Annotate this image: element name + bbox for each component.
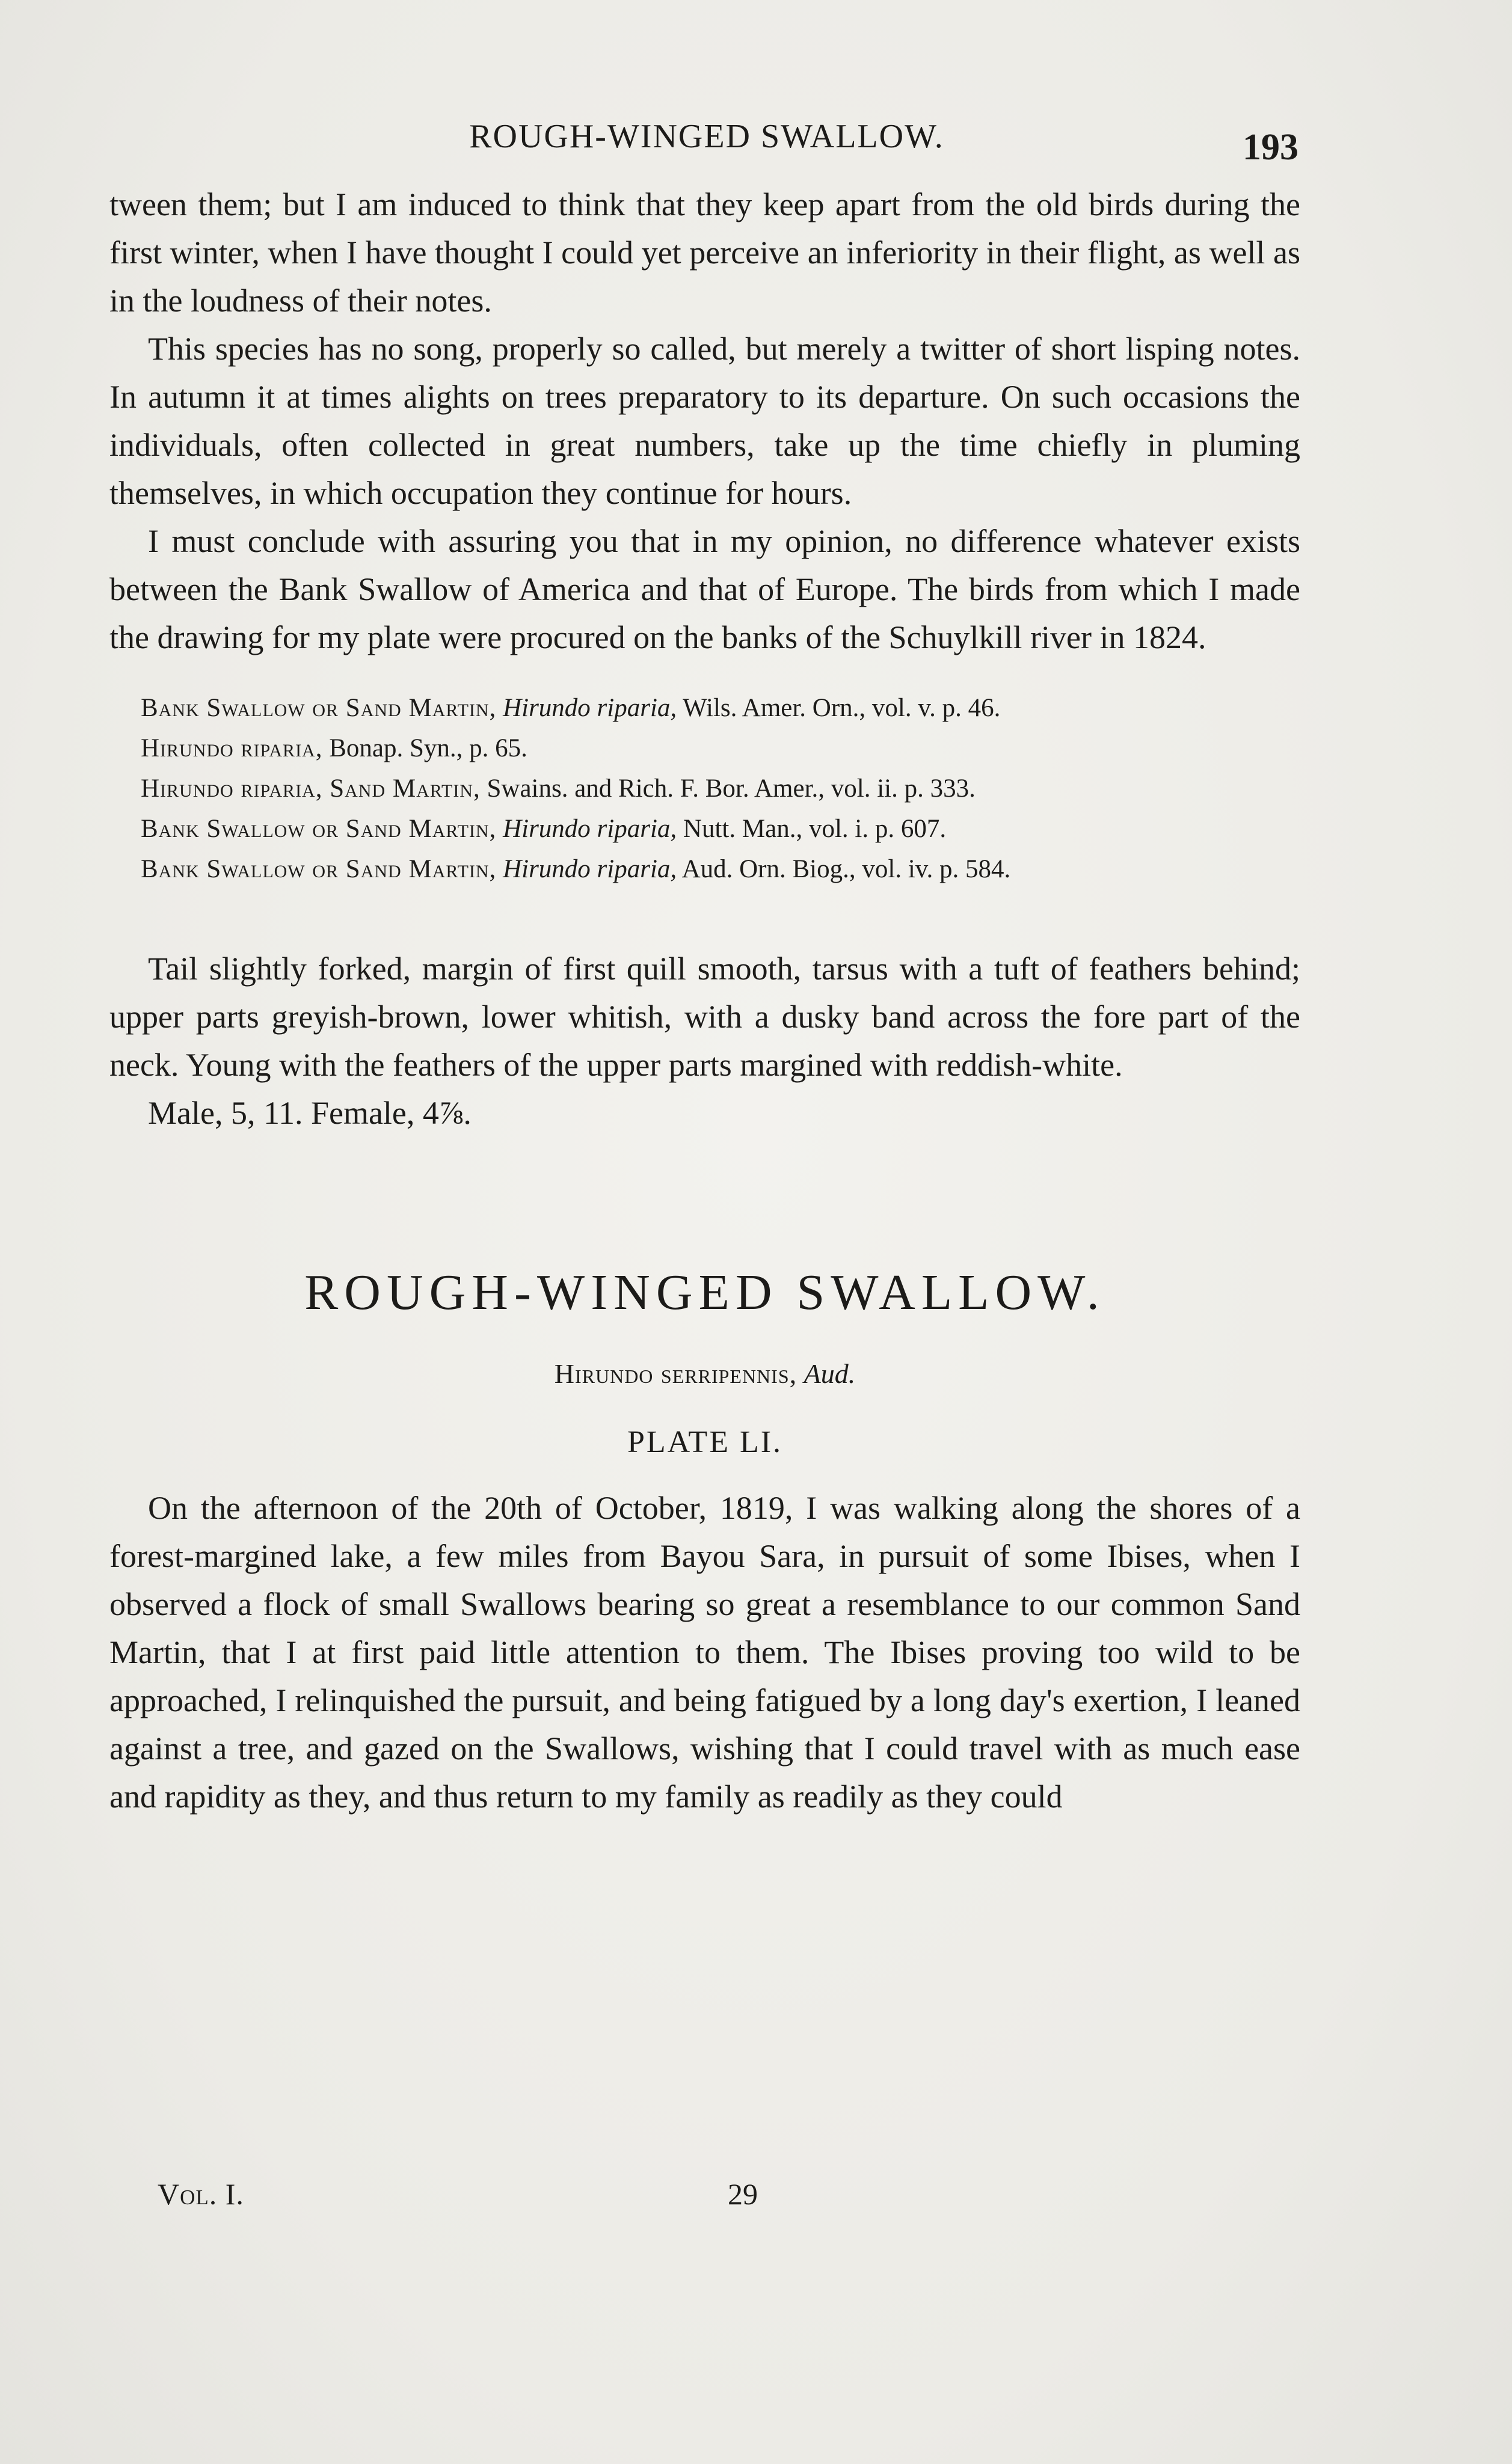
- text-column: [109, 180, 1300, 1821]
- reference-item: Bank Swallow or Sand Martin, Hirundo riparia, Wils. Amer. Orn., vol. v. p. 46.: [141, 694, 1001, 722]
- page-number: 193: [1243, 127, 1298, 168]
- species-title: ROUGH-WINGED SWALLOW.: [304, 1264, 1105, 1320]
- volume-mark: Vol. I.: [158, 2177, 244, 2211]
- paragraph-continuation: tween them; but I am induced to think that they keep apart from the old birds during the first winter, when I have thought I could yet perceive an inferiority in their flight, as well as in the loudness of their notes.: [109, 186, 1300, 319]
- reference-item: Hirundo riparia, Bonap. Syn., p. 65.: [141, 734, 527, 762]
- plate-number: PLATE LI.: [627, 1425, 783, 1459]
- measurements: Male, 5, 11. Female, 4⅞.: [148, 1095, 472, 1131]
- running-head: ROUGH-WINGED SWALLOW.: [469, 118, 944, 155]
- reference-item: Hirundo riparia, Sand Martin, Swains. and Rich. F. Bor. Amer., vol. ii. p. 333.: [141, 774, 976, 803]
- paragraph-song: This species has no song, properly so called, but merely a twitter of short lisping notes. In autumn it at times alights on trees preparatory to its departure. On such occasions the individuals, often collected in great numbers, take up the time chiefly in pluming themselves, in which occupation they continue for hours.: [109, 331, 1300, 511]
- signature-mark: 29: [728, 2177, 758, 2211]
- species-description: Tail slightly forked, margin of first quill smooth, tarsus with a tuft of feathers behind; upper parts greyish-brown, lower whitish, with a dusky band across the fore part of the neck. Young with the feathers of the upper parts margined with reddish-white.: [109, 951, 1300, 1083]
- reference-item: Bank Swallow or Sand Martin, Hirundo riparia, Nutt. Man., vol. i. p. 607.: [141, 815, 947, 843]
- paragraph-opening: On the afternoon of the 20th of October, 1819, I was walking along the shores of a forest-margined lake, a few miles from Bayou Sara, in pursuit of some Ibises, when I observed a flock of small Swallows bearing so great a resemblance to our common Sand Martin, that I at first paid little attention to them. The Ibises proving too wild to be approached, I relinquished the pursuit, and being fatigued by a long day's exertion, I leaned against a tree, and gazed on the Swallows, wishing that I could travel with as much ease and rapidity as they, and thus return to my family as readily as they could: [109, 1490, 1300, 1815]
- species-latin-name: Hirundo serripennis, Aud.: [554, 1358, 856, 1389]
- reference-item: Bank Swallow or Sand Martin, Hirundo riparia, Aud. Orn. Biog., vol. iv. p. 584.: [141, 855, 1011, 883]
- synonymy-references: [109, 688, 1300, 889]
- paragraph-conclusion: I must conclude with assuring you that in my opinion, no difference whatever exists between the Bank Swallow of America and that of Europe. The birds from which I made the drawing for my plate were procured on the banks of the Schuylkill river in 1824.: [109, 523, 1300, 655]
